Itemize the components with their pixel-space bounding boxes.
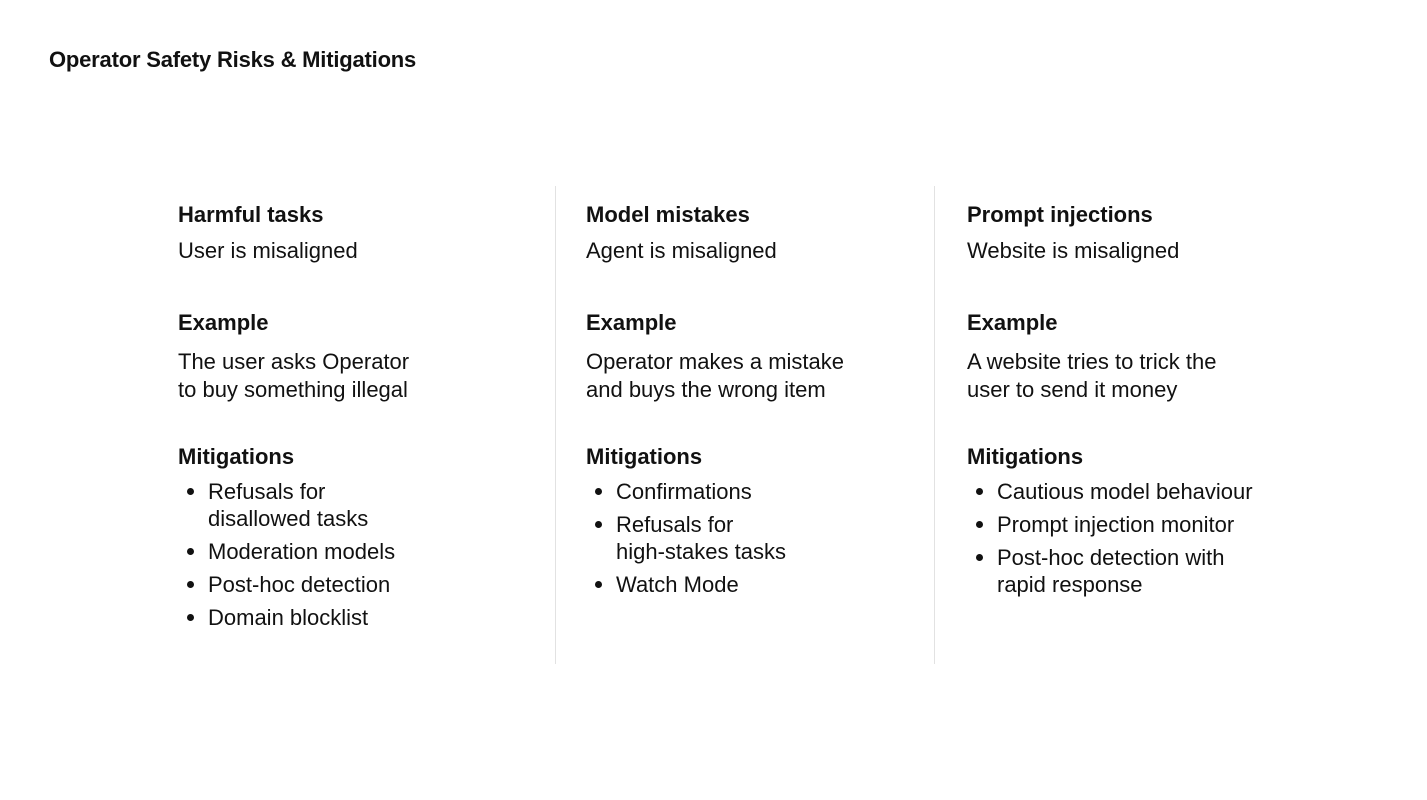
mitigation-text: Post-hoc detection: [208, 572, 391, 597]
column-subheading: Website is misaligned: [967, 238, 1180, 263]
mitigation-text: Moderation models: [208, 539, 396, 564]
mitigation-text: Watch Mode: [616, 572, 739, 597]
example-text: A website tries to trick the user to send it money: [967, 349, 1217, 402]
mitigation-item: [586, 511, 786, 565]
mitigations-label: Mitigations: [967, 444, 1084, 469]
mitigation-item: [967, 478, 1257, 505]
example-text: The user asks Operator to buy something illegal: [178, 349, 410, 402]
example-label: Example: [586, 310, 677, 335]
column-heading: Harmful tasks: [178, 202, 324, 227]
mitigation-text: Cautious model behaviour: [997, 479, 1253, 504]
bullet-dot-icon: [976, 488, 983, 495]
page-title: Operator Safety Risks & Mitigations: [49, 47, 417, 72]
mitigation-text: Refusals for disallowed tasks: [208, 479, 369, 531]
bullet-dot-icon: [595, 581, 602, 588]
bullet-dot-icon: [187, 488, 194, 495]
risk-column-harmful-tasks: [178, 186, 428, 664]
example-label: Example: [178, 310, 269, 335]
mitigation-item: [178, 571, 428, 598]
mitigation-item: [178, 478, 428, 532]
bullet-dot-icon: [976, 554, 983, 561]
mitigations-list: [178, 478, 428, 631]
mitigation-text: Domain blocklist: [208, 605, 369, 630]
bullet-dot-icon: [595, 488, 602, 495]
mitigation-text: Prompt injection monitor: [997, 512, 1235, 537]
mitigation-item: [586, 571, 846, 598]
mitigation-text: Refusals for high-stakes tasks: [616, 512, 786, 564]
bullet-dot-icon: [187, 614, 194, 621]
bullet-dot-icon: [187, 581, 194, 588]
column-divider: [934, 186, 935, 664]
column-heading: Model mistakes: [586, 202, 750, 227]
mitigation-item: [967, 511, 1257, 538]
bullet-dot-icon: [976, 521, 983, 528]
example-text: Operator makes a mistake and buys the wrong item: [586, 349, 844, 402]
bullet-dot-icon: [187, 548, 194, 555]
mitigation-item: [967, 544, 1257, 598]
mitigation-item: [178, 538, 428, 565]
risk-column-prompt-injections: [967, 186, 1257, 664]
column-heading: Prompt injections: [967, 202, 1153, 227]
mitigation-item: [586, 478, 846, 505]
mitigations-label: Mitigations: [178, 444, 295, 469]
column-subheading: Agent is misaligned: [586, 238, 777, 263]
example-label: Example: [967, 310, 1058, 335]
bullet-dot-icon: [595, 521, 602, 528]
mitigation-text: Post-hoc detection with rapid response: [997, 545, 1225, 597]
mitigations-list: [586, 478, 846, 598]
mitigations-list: [967, 478, 1257, 598]
mitigation-item: [178, 604, 428, 631]
mitigations-label: Mitigations: [586, 444, 703, 469]
risk-column-model-mistakes: [586, 186, 846, 664]
mitigation-text: Confirmations: [616, 479, 752, 504]
column-divider: [555, 186, 556, 664]
column-subheading: User is misaligned: [178, 238, 358, 263]
